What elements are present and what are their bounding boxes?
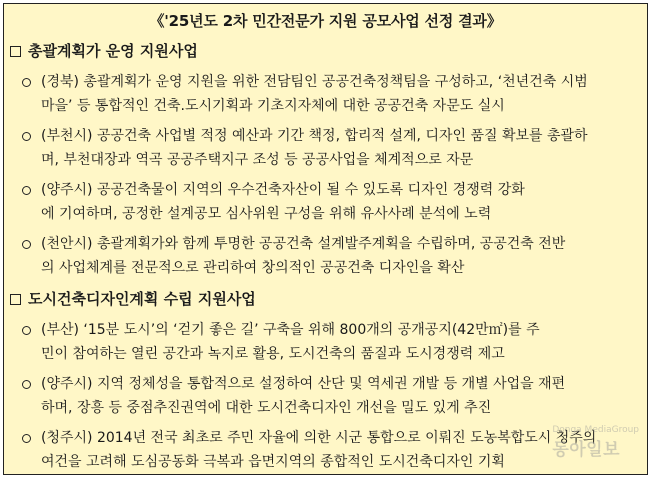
list-item-busan (22, 318, 639, 366)
circle-bullet-icon (22, 380, 31, 389)
item-line-2: 여건을 고려해 도심공동화 극복과 읍면지역의 종합적인 도시건축디자인 기획 (41, 454, 505, 470)
circle-bullet-icon (22, 326, 31, 335)
item-line-1: (천안시) 총괄계획가와 함께 투명한 공공건축 설계발주계획을 수립하며, 공공건축 전반 (41, 236, 566, 252)
circle-bullet-icon (22, 186, 31, 195)
list-item-bucheon (22, 124, 639, 172)
item-line-2: 의 사업체계를 전문적으로 관리하여 창의적인 공공건축 디자인을 확산 (41, 260, 465, 276)
item-line-2: 민이 참여하는 열린 공간과 녹지로 활용, 도시건축의 품질과 도시경쟁력 제고 (41, 346, 505, 362)
watermark-line-1: Donga MediaGroup (552, 425, 639, 435)
circle-bullet-icon (22, 132, 31, 141)
section-heading-design-plan (10, 288, 256, 309)
square-bullet-icon (10, 294, 21, 305)
list-item-cheonan (22, 232, 639, 280)
item-line-2: 며, 부천대장과 역곡 공공주택지구 조성 등 공공사업을 체계적으로 자문 (41, 152, 474, 168)
list-item-yangju (22, 178, 639, 226)
item-line-1: (청주시) 2014년 전국 최초로 주민 자율에 의한 시군 통합으로 이뤄진 도농복합도시 청주의 (41, 430, 597, 446)
item-line-1: (양주시) 공공건축물이 지역의 우수건축자산이 될 수 있도록 디자인 경쟁력 강화 (41, 182, 525, 198)
item-line-2: 에 기여하며, 공정한 설계공모 심사위원 구성을 위해 유사사례 분석에 노력 (41, 206, 492, 222)
announcement-box (3, 3, 648, 475)
item-line-1: (양주시) 지역 정체성을 통합적으로 설정하여 산단 및 역세권 개발 등 개별 사업을 재편 (41, 376, 566, 392)
section-heading-gp-support (10, 40, 198, 61)
item-line-2: 마을’ 등 통합적인 건축.도시기획과 기초지자체에 대한 공공건축 자문도 실시 (41, 98, 505, 114)
item-line-1: (경북) 총괄계획가 운영 지원을 위한 전담팀인 공공건축정책팀을 구성하고, ‘천년건축 시범 (41, 74, 588, 90)
item-line-1: (부천시) 공공건축 사업별 적정 예산과 기간 책정, 합리적 설계, 디자인 품질 확보를 총괄하 (41, 128, 588, 144)
circle-bullet-icon (22, 240, 31, 249)
document-title: 《'25년도 2차 민간전문가 지원 공모사업 선정 결과》 (149, 12, 502, 30)
circle-bullet-icon (22, 434, 31, 443)
square-bullet-icon (10, 46, 21, 57)
list-item-yangju-design (22, 372, 639, 420)
list-item-gyeongbuk (22, 70, 639, 118)
list-item-cheongju (22, 426, 639, 474)
section-heading-label: 총괄계획가 운영 지원사업 (28, 42, 198, 60)
section-heading-label: 도시건축디자인계획 수립 지원사업 (28, 290, 256, 308)
item-line-2: 하며, 장흥 등 중점추진권역에 대한 도시건축디자인 개선을 밀도 있게 추진 (41, 400, 492, 416)
item-line-1: (부산) ‘15분 도시’의 ‘걷기 좋은 길’ 구축을 위해 800개의 공개공지(42만㎡)를 주 (41, 322, 540, 338)
watermark-line-2: 동아일보 (552, 440, 621, 460)
circle-bullet-icon (22, 78, 31, 87)
